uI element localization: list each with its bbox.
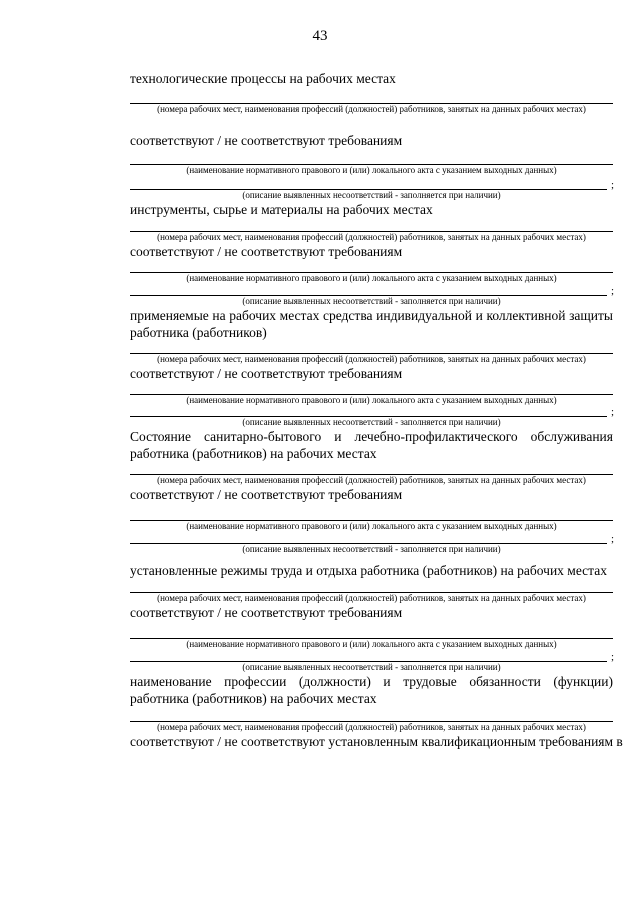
- issues-field[interactable]: [130, 651, 614, 663]
- issues-caption: (описание выявленных несоответствий - заполняется при наличии): [242, 662, 501, 672]
- issues-caption: (описание выявленных несоответствий - заполняется при наличии): [242, 417, 501, 427]
- conformity-text: соответствуют / не соответствуют требованиям: [130, 366, 403, 381]
- workplaces-field[interactable]: [130, 103, 613, 104]
- page-number: 43: [312, 28, 328, 44]
- workplaces-field[interactable]: [130, 353, 613, 354]
- semicolon: ;: [610, 406, 614, 418]
- workplaces-caption: (номера рабочих мест, наименования профессий (должностей) работников, занятых на данных рабочих местах): [157, 232, 586, 242]
- workplaces-caption: (номера рабочих мест, наименования профессий (должностей) работников, занятых на данных рабочих местах): [157, 475, 586, 485]
- norm-act-field[interactable]: [130, 394, 613, 395]
- section-heading: Состояние санитарно-бытового и лечебно-профилактического обслуживания работника (работников) на рабочих местах: [130, 429, 613, 461]
- norm-act-field[interactable]: [130, 272, 613, 273]
- issues-caption: (описание выявленных несоответствий - заполняется при наличии): [242, 296, 501, 306]
- conformity-text: соответствуют / не соответствуют требованиям: [130, 605, 403, 620]
- workplaces-field[interactable]: [130, 231, 613, 232]
- section-heading: инструменты, сырье и материалы на рабочих местах: [130, 202, 433, 217]
- semicolon: ;: [610, 651, 614, 663]
- workplaces-caption: (номера рабочих мест, наименования профессий (должностей) работников, занятых на данных рабочих местах): [157, 593, 586, 603]
- norm-act-field[interactable]: [130, 638, 613, 639]
- norm-act-caption: (наименование нормативного правового и (или) локального акта с указанием выходных данных): [186, 165, 557, 175]
- norm-act-caption: (наименование нормативного правового и (или) локального акта с указанием выходных данных): [186, 639, 557, 649]
- issues-field[interactable]: [130, 285, 614, 297]
- workplaces-field[interactable]: [130, 592, 613, 593]
- issues-caption: (описание выявленных несоответствий - заполняется при наличии): [242, 544, 501, 554]
- issues-field[interactable]: [130, 533, 614, 545]
- workplaces-field[interactable]: [130, 721, 613, 722]
- conformity-text: соответствуют / не соответствуют требованиям: [130, 487, 403, 502]
- section-heading: установленные режимы труда и отдыха работника (работников) на рабочих местах: [130, 563, 607, 578]
- semicolon: ;: [610, 533, 614, 545]
- norm-act-caption: (наименование нормативного правового и (или) локального акта с указанием выходных данных): [186, 395, 557, 405]
- issues-field[interactable]: [130, 406, 614, 418]
- workplaces-field[interactable]: [130, 474, 613, 475]
- semicolon: ;: [610, 285, 614, 297]
- conformity-text: соответствуют / не соответствуют требованиям: [130, 244, 403, 259]
- norm-act-caption: (наименование нормативного правового и (или) локального акта с указанием выходных данных): [186, 273, 557, 283]
- section-heading: наименование профессии (должности) и трудовые обязанности (функции) работника (работников) на рабочих местах: [130, 674, 613, 706]
- issues-caption: (описание выявленных несоответствий - заполняется при наличии): [242, 190, 501, 200]
- form-content: [130, 70, 623, 750]
- norm-act-caption: (наименование нормативного правового и (или) локального акта с указанием выходных данных): [186, 521, 557, 531]
- conformity-text: соответствуют / не соответствуют требованиям: [130, 133, 403, 148]
- semicolon: ;: [610, 179, 614, 191]
- section-heading: технологические процессы на рабочих местах: [130, 71, 396, 86]
- final-conformity-text: соответствуют / не соответствуют установленным квалификационным требованиям в: [130, 734, 623, 749]
- workplaces-caption: (номера рабочих мест, наименования профессий (должностей) работников, занятых на данных рабочих местах): [157, 722, 586, 732]
- workplaces-caption: (номера рабочих мест, наименования профессий (должностей) работников, занятых на данных рабочих местах): [157, 354, 586, 364]
- section-heading: применяемые на рабочих местах средства индивидуальной и коллективной защиты работника (работников): [130, 308, 613, 340]
- norm-act-field[interactable]: [130, 164, 613, 165]
- issues-field[interactable]: [130, 179, 614, 191]
- workplaces-caption: (номера рабочих мест, наименования профессий (должностей) работников, занятых на данных рабочих местах): [157, 104, 586, 114]
- norm-act-field[interactable]: [130, 520, 613, 521]
